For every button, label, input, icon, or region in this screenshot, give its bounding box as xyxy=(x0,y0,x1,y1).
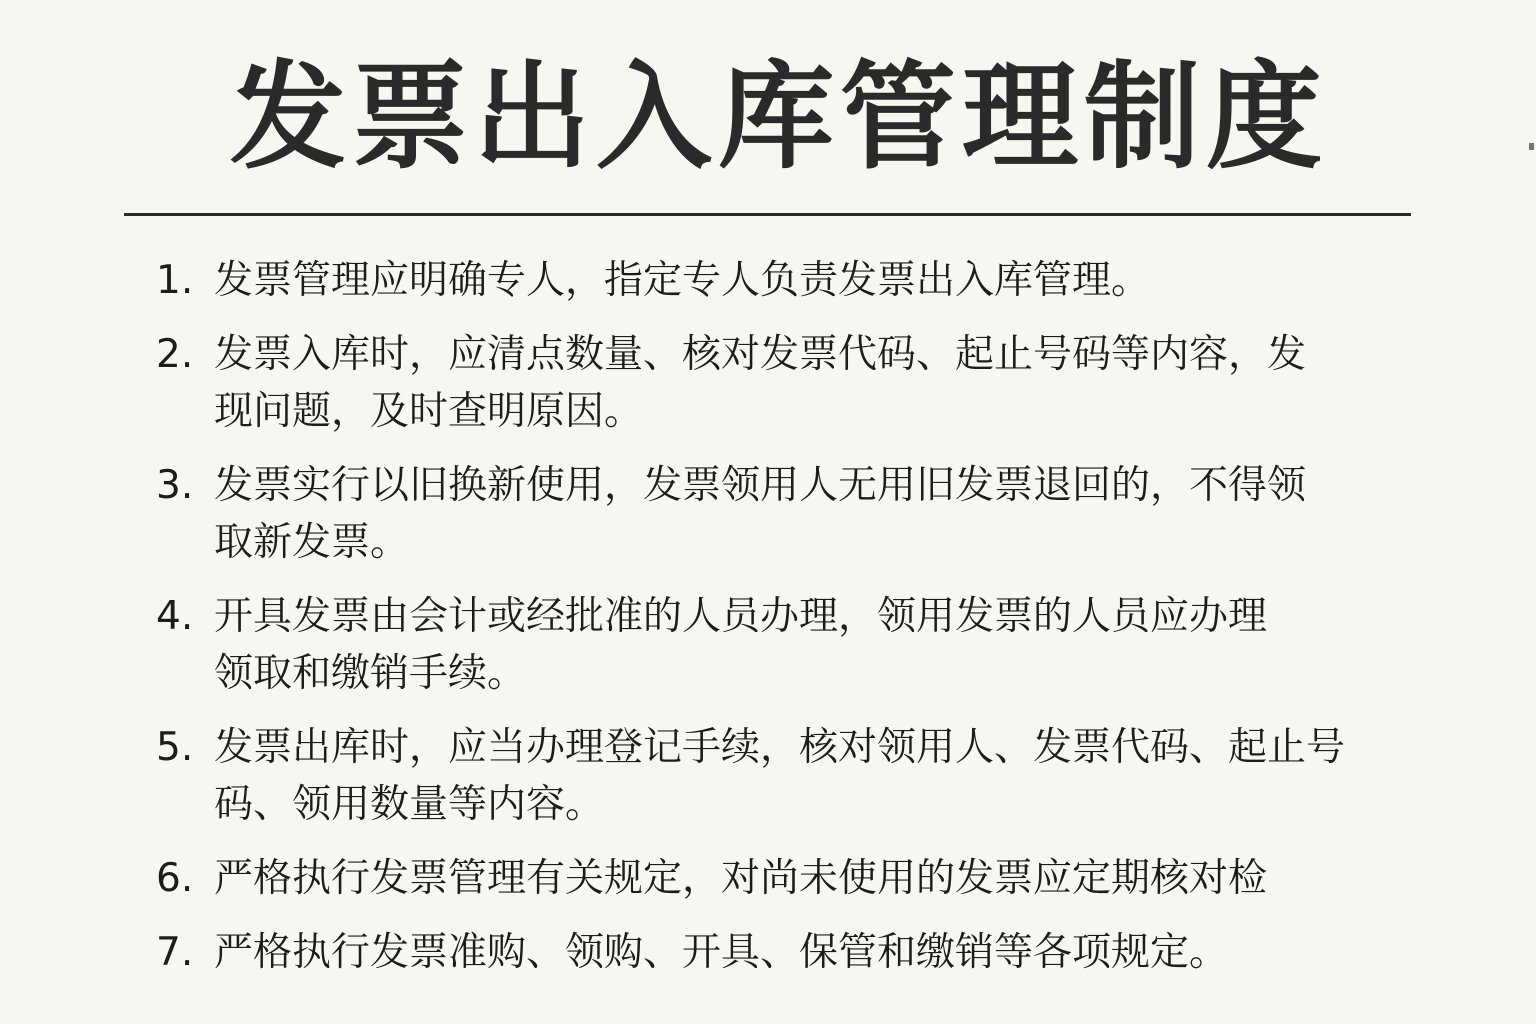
rule-number: 5. xyxy=(156,725,194,770)
rule-number: 4. xyxy=(156,594,194,639)
rule-item-3 xyxy=(156,457,1426,571)
rule-text-line: 发票入库时，应清点数量、核对发票代码、起止号码等内容，发 xyxy=(214,332,1307,377)
rule-text-line: 开具发票由会计或经批准的人员办理，领用发票的人员应办理 xyxy=(214,594,1268,639)
rule-text-line: 发票出库时，应当办理登记手续，核对领用人、发票代码、起止号 xyxy=(214,725,1346,770)
rule-text-line: 严格执行发票管理有关规定，对尚未使用的发票应定期核对检 xyxy=(214,856,1268,901)
rule-number: 3. xyxy=(156,463,194,508)
rule-text-line: 码、领用数量等内容。 xyxy=(214,782,605,827)
rule-item-1 xyxy=(156,252,1426,309)
rule-text-line: 取新发票。 xyxy=(214,520,410,565)
rule-text-line: 领取和缴销手续。 xyxy=(214,651,527,696)
rules-list xyxy=(156,252,1426,998)
rule-item-7 xyxy=(156,924,1426,981)
rule-text-line: 严格执行发票准购、领购、开具、保管和缴销等各项规定。 xyxy=(214,930,1229,975)
rule-text-line: 发票管理应明确专人，指定专人负责发票出入库管理。 xyxy=(214,258,1151,303)
rule-number: 1. xyxy=(156,258,194,303)
rule-number: 2. xyxy=(156,332,194,377)
rule-item-6 xyxy=(156,850,1426,907)
title-divider xyxy=(124,213,1411,216)
document-title: 发票出入库管理制度 xyxy=(230,50,1328,185)
rule-text-line: 发票实行以旧换新使用，发票领用人无用旧发票退回的，不得领 xyxy=(214,463,1307,508)
rule-number: 6. xyxy=(156,856,194,901)
rule-item-4 xyxy=(156,588,1426,702)
rule-item-5 xyxy=(156,719,1426,833)
rule-text-line: 现问题，及时查明原因。 xyxy=(214,389,644,434)
edge-mark xyxy=(1529,143,1534,150)
rule-item-2 xyxy=(156,326,1426,440)
rule-number: 7. xyxy=(156,930,194,975)
